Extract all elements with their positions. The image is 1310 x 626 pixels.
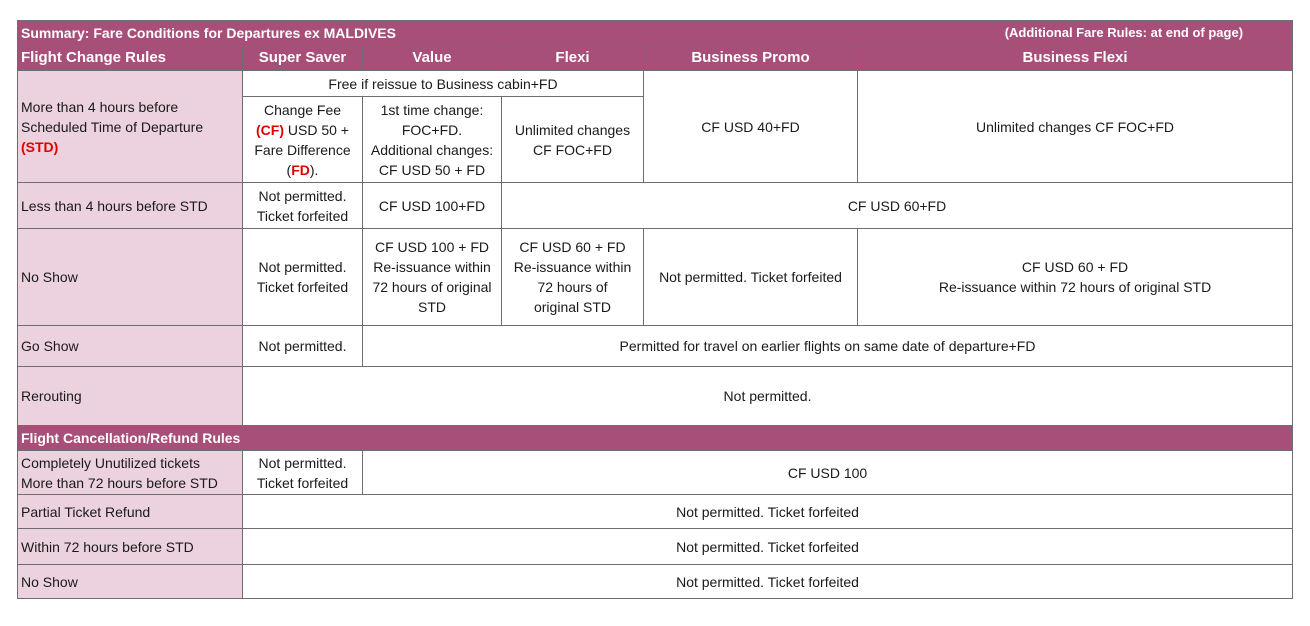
cell-rest-unutilized: CF USD 100 — [363, 451, 1293, 495]
col-header-value: Value — [363, 46, 502, 71]
label-go-show: Go Show — [18, 326, 243, 367]
cell-value-more-4h — [363, 97, 502, 183]
label-more-than-4h — [18, 71, 243, 183]
label-within-72h: Within 72 hours before STD — [18, 529, 243, 565]
row-no-show-change — [18, 229, 1293, 326]
cell-line: ). — [309, 161, 319, 178]
cell-line: Re-issuance within — [373, 259, 491, 275]
cell-business-promo-more-4h: CF USD 40+FD — [644, 71, 858, 183]
label-less-than-4h: Less than 4 hours before STD — [18, 183, 243, 229]
fd-abbrev: FD — [291, 161, 310, 178]
row-partial-refund — [18, 495, 1293, 529]
row-more-than-4h-a — [18, 71, 1293, 97]
col-header-business-promo: Business Promo — [644, 46, 858, 71]
cell-line: Re-issuance within 72 hours of original STD — [938, 279, 1212, 295]
cell-line: CF USD 60 + FD — [1021, 259, 1129, 275]
cell-line: CF FOC+FD — [533, 141, 612, 158]
cell-flexi-no-show — [502, 229, 644, 326]
cell-line: USD 50 + — [284, 121, 349, 138]
cell-line: STD — [418, 299, 446, 315]
label-rerouting: Rerouting — [18, 367, 243, 426]
cell-line: original STD — [533, 299, 612, 315]
row-go-show — [18, 326, 1293, 367]
cell-no-show-refund-all: Not permitted. Ticket forfeited — [243, 565, 1293, 599]
cell-rest-go-show: Permitted for travel on earlier flights on same date of departure+FD — [363, 326, 1293, 367]
cell-super-saver-go-show: Not permitted. — [243, 326, 363, 367]
cell-line: Fare Difference — [254, 141, 351, 158]
col-header-super-saver: Super Saver — [243, 46, 363, 71]
column-header-row — [18, 46, 1293, 71]
label-no-show-refund: No Show — [18, 565, 243, 599]
fare-conditions-table — [17, 20, 1293, 599]
cell-super-saver-more-4h — [243, 97, 363, 183]
cell-flexi-more-4h — [502, 97, 644, 183]
cell-line: ( — [286, 161, 292, 178]
table-title-cell — [18, 21, 1293, 46]
label-no-show-change: No Show — [18, 229, 243, 326]
label-partial-refund: Partial Ticket Refund — [18, 495, 243, 529]
label-text: Scheduled Time of Departure — [21, 118, 204, 135]
cell-line: Not permitted. — [258, 259, 347, 275]
cell-super-saver-less-4h — [243, 183, 363, 229]
cell-line: Re-issuance within — [513, 259, 632, 275]
cell-value-no-show — [363, 229, 502, 326]
cell-business-flexi-no-show — [858, 229, 1293, 326]
cell-line: CF USD 50 + FD — [378, 161, 486, 178]
cell-business-promo-no-show: Not permitted. Ticket forfeited — [644, 229, 858, 326]
cell-partial-refund-all: Not permitted. Ticket forfeited — [243, 495, 1293, 529]
additional-rules-note: (Additional Fare Rules: at end of page) — [1004, 25, 1244, 40]
cell-line: Additional changes: — [370, 141, 494, 158]
label-unutilized — [18, 451, 243, 495]
cell-line: Unlimited changes — [514, 121, 631, 138]
cell-free-reissue: Free if reissue to Business cabin+FD — [243, 71, 644, 97]
section-cancellation-title: Flight Cancellation/Refund Rules — [18, 426, 1293, 451]
row-within-72h — [18, 529, 1293, 565]
cell-rerouting-all: Not permitted. — [243, 367, 1293, 426]
label-text: Completely Unutilized tickets — [21, 454, 200, 471]
row-less-than-4h — [18, 183, 1293, 229]
row-unutilized — [18, 451, 1293, 495]
cf-abbrev: (CF) — [256, 121, 284, 138]
cell-value-less-4h: CF USD 100+FD — [363, 183, 502, 229]
table-title: Summary: Fare Conditions for Departures ex MALDIVES — [21, 25, 396, 41]
section-cancellation-row — [18, 426, 1293, 451]
label-text: More than 72 hours before STD — [21, 474, 218, 491]
label-text: More than 4 hours before — [21, 98, 179, 115]
cell-line: 72 hours of original — [372, 279, 492, 295]
cell-line: Ticket forfeited — [256, 474, 349, 491]
col-header-business-flexi: Business Flexi — [858, 46, 1293, 71]
title-row — [18, 21, 1293, 46]
cell-line: Ticket forfeited — [256, 207, 349, 224]
cell-line: CF USD 100 + FD — [375, 239, 489, 255]
cell-super-saver-no-show — [243, 229, 363, 326]
cell-line: Not permitted. — [258, 454, 347, 471]
col-header-flexi: Flexi — [502, 46, 644, 71]
cell-super-saver-unutilized — [243, 451, 363, 495]
row-no-show-refund — [18, 565, 1293, 599]
cell-rest-less-4h: CF USD 60+FD — [502, 183, 1293, 229]
row-rerouting — [18, 367, 1293, 426]
cell-line: 72 hours of — [537, 279, 608, 295]
cell-line: Not permitted. — [258, 187, 347, 204]
cell-business-flexi-more-4h: Unlimited changes CF FOC+FD — [858, 71, 1293, 183]
cell-line: FOC+FD. — [401, 121, 463, 138]
std-abbrev: (STD) — [21, 138, 59, 155]
cell-within-72h-all: Not permitted. Ticket forfeited — [243, 529, 1293, 565]
cell-line: Change Fee — [263, 101, 342, 118]
col-header-flight-change-rules: Flight Change Rules — [18, 46, 243, 71]
cell-line: Ticket forfeited — [256, 279, 349, 295]
cell-line: CF USD 60 + FD — [519, 239, 626, 255]
cell-line: 1st time change: — [380, 101, 484, 118]
